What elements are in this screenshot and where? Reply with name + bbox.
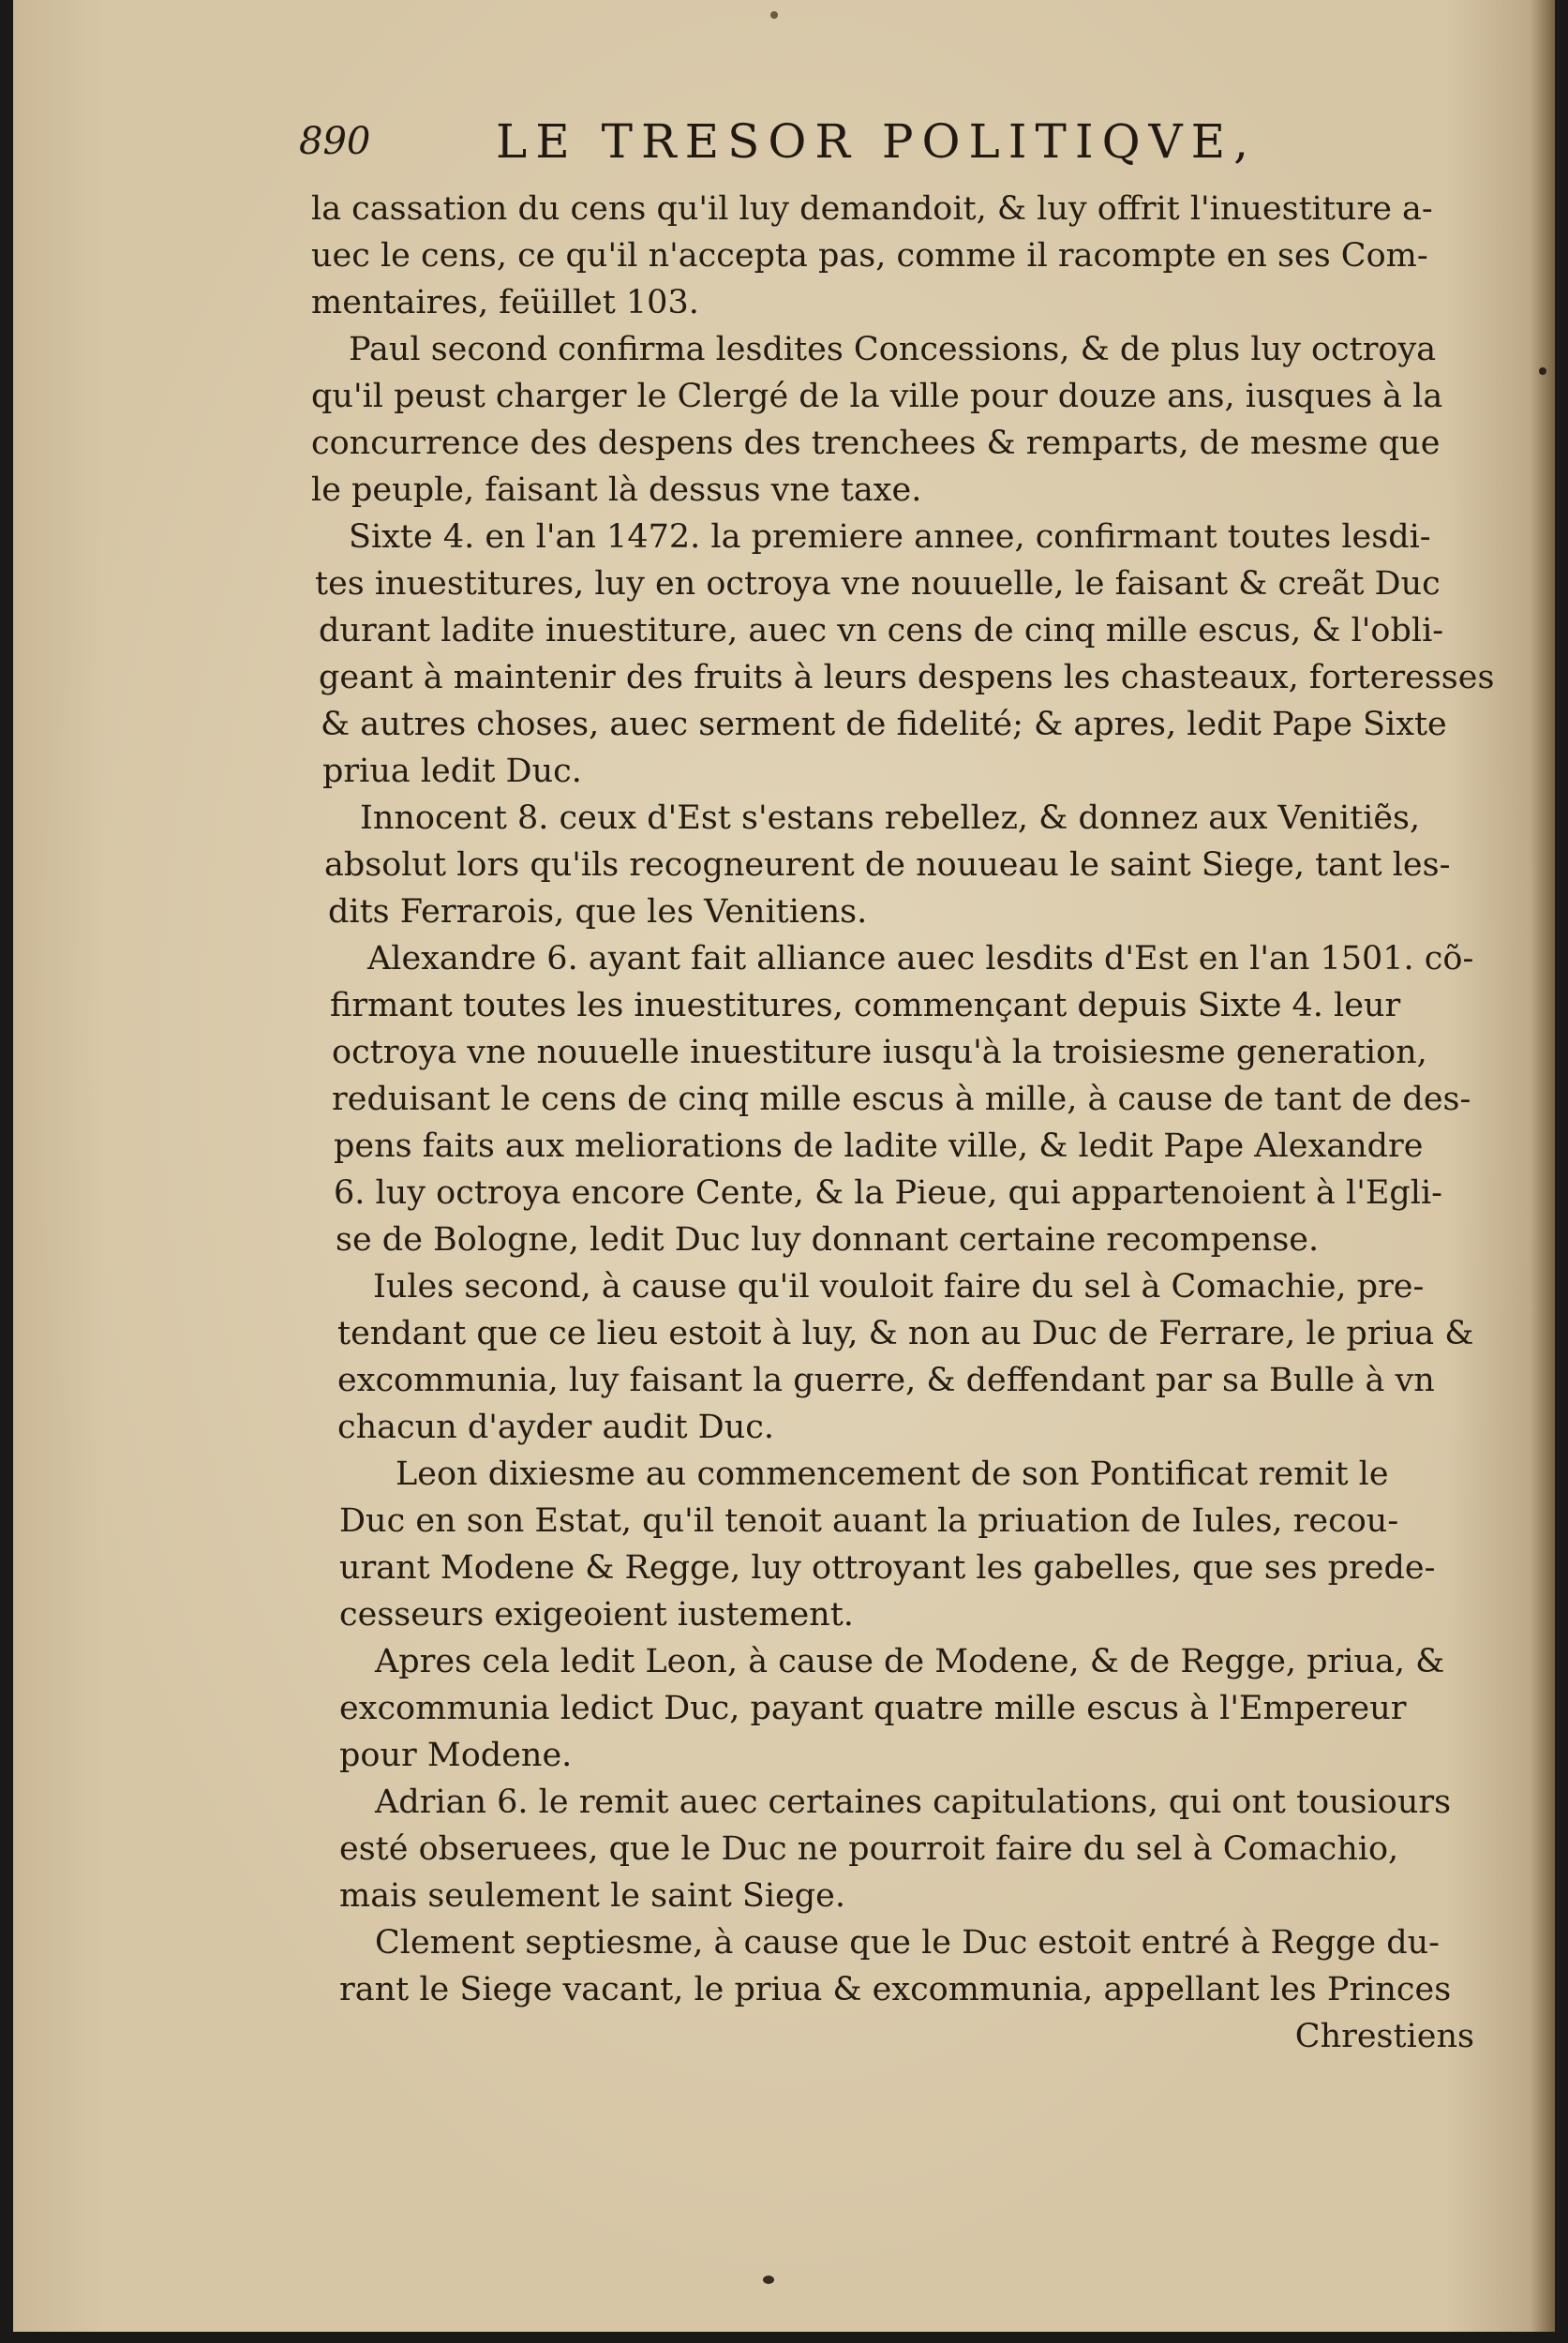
text-line: cesseurs exigeoient iustement. — [339, 1596, 854, 1634]
text-line: Adrian 6. le remit auec certaines capitulations, qui ont tousiours — [375, 1783, 1452, 1821]
text-line: qu'il peust charger le Clergé de la ville pour douze ans, iusques à la — [311, 378, 1443, 415]
text-line: Apres cela ledit Leon, à cause de Modene, & de Regge, priua, & — [375, 1643, 1445, 1680]
text-line: esté obseruees, que le Duc ne pourroit faire du sel à Comachio, — [339, 1830, 1399, 1868]
text-line: 6. luy octroya encore Cente, & la Pieue, qui appartenoient à l'Egli- — [334, 1174, 1442, 1212]
text-line: concurrence des despens des trenchees & remparts, de mesme que — [311, 425, 1441, 462]
page-number: 890 — [299, 120, 371, 163]
text-line: priua ledit Duc. — [322, 753, 582, 790]
text-line: geant à maintenir des fruits à leurs despens les chasteaux, forteresses — [319, 659, 1495, 696]
text-line: octroya vne nouuelle inuestiture iusqu'à la troisiesme generation, — [332, 1034, 1427, 1071]
text-line: Leon dixiesme au commencement de son Pontificat remit le — [396, 1455, 1389, 1493]
text-line: mentaires, feüillet 103. — [311, 284, 699, 321]
text-line: excommunia, luy faisant la guerre, & deffendant par sa Bulle à vn — [337, 1362, 1435, 1399]
ink-speck — [1539, 367, 1546, 375]
text-line: rant le Siege vacant, le priua & excommunia, appellant les Princes — [339, 1971, 1452, 2008]
text-line: absolut lors qu'ils recogneurent de nouueau le saint Siege, tant les- — [324, 846, 1451, 884]
text-line: Sixte 4. en l'an 1472. la premiere annee, confirmant toutes lesdi- — [349, 518, 1431, 556]
text-line: se de Bologne, ledit Duc luy donnant certaine recompense. — [336, 1221, 1320, 1259]
text-line: dits Ferrarois, que les Venitiens. — [328, 893, 868, 931]
foot-ornament — [763, 2276, 774, 2284]
text-line: Innocent 8. ceux d'Est s'estans rebellez, & donnez aux Venitiẽs, — [360, 799, 1421, 837]
text-line: Clement septiesme, à cause que le Duc estoit entré à Regge du- — [375, 1924, 1440, 1962]
text-line: reduisant le cens de cinq mille escus à mille, à cause de tant de des- — [332, 1081, 1471, 1118]
text-line: durant ladite inuestiture, auec vn cens de cinq mille escus, & l'obli- — [319, 612, 1444, 649]
text-line: urant Modene & Regge, luy ottroyant les gabelles, que ses prede- — [339, 1549, 1436, 1587]
text-line: uec le cens, ce qu'il n'accepta pas, comme il racompte en ses Com- — [311, 237, 1428, 275]
text-line: pour Modene. — [339, 1737, 573, 1774]
text-line: Duc en son Estat, qu'il tenoit auant la priuation de Iules, recou- — [339, 1502, 1399, 1540]
catchword: Chrestiens — [1294, 2018, 1474, 2055]
ink-speck — [770, 11, 778, 19]
running-title: LE TRESOR POLITIQVE, — [496, 114, 1258, 169]
page-gutter-shadow — [1531, 0, 1555, 2332]
text-line: le peuple, faisant là dessus vne taxe. — [311, 471, 922, 509]
catchword-row — [311, 2013, 1487, 2060]
text-line: Iules second, à cause qu'il vouloit faire du sel à Comachie, pre- — [373, 1268, 1425, 1306]
text-line: chacun d'ayder audit Duc. — [337, 1409, 774, 1446]
body-text — [311, 186, 1495, 2060]
text-line: firmant toutes les inuestitures, commençant depuis Sixte 4. leur — [330, 987, 1401, 1024]
text-line: pens faits aux meliorations de ladite ville, & ledit Pape Alexandre — [334, 1127, 1424, 1165]
text-line: & autres choses, auec serment de fidelité; & apres, ledit Pape Sixte — [321, 706, 1447, 743]
scanned-page — [13, 0, 1555, 2332]
text-line: Alexandre 6. ayant fait alliance auec lesdits d'Est en l'an 1501. cõ- — [367, 940, 1474, 977]
text-line: Paul second confirma lesdites Concessions, & de plus luy octroya — [349, 331, 1437, 368]
text-line: la cassation du cens qu'il luy demandoit, & luy offrit l'inuestiture a- — [311, 190, 1433, 228]
text-line: tes inuestitures, luy en octroya vne nouuelle, le faisant & creãt Duc — [315, 565, 1441, 603]
text-line: tendant que ce lieu estoit à luy, & non au Duc de Ferrare, le priua & — [337, 1315, 1474, 1352]
text-line: mais seulement le saint Siege. — [339, 1877, 846, 1915]
text-line: excommunia ledict Duc, payant quatre mille escus à l'Empereur — [339, 1690, 1407, 1727]
